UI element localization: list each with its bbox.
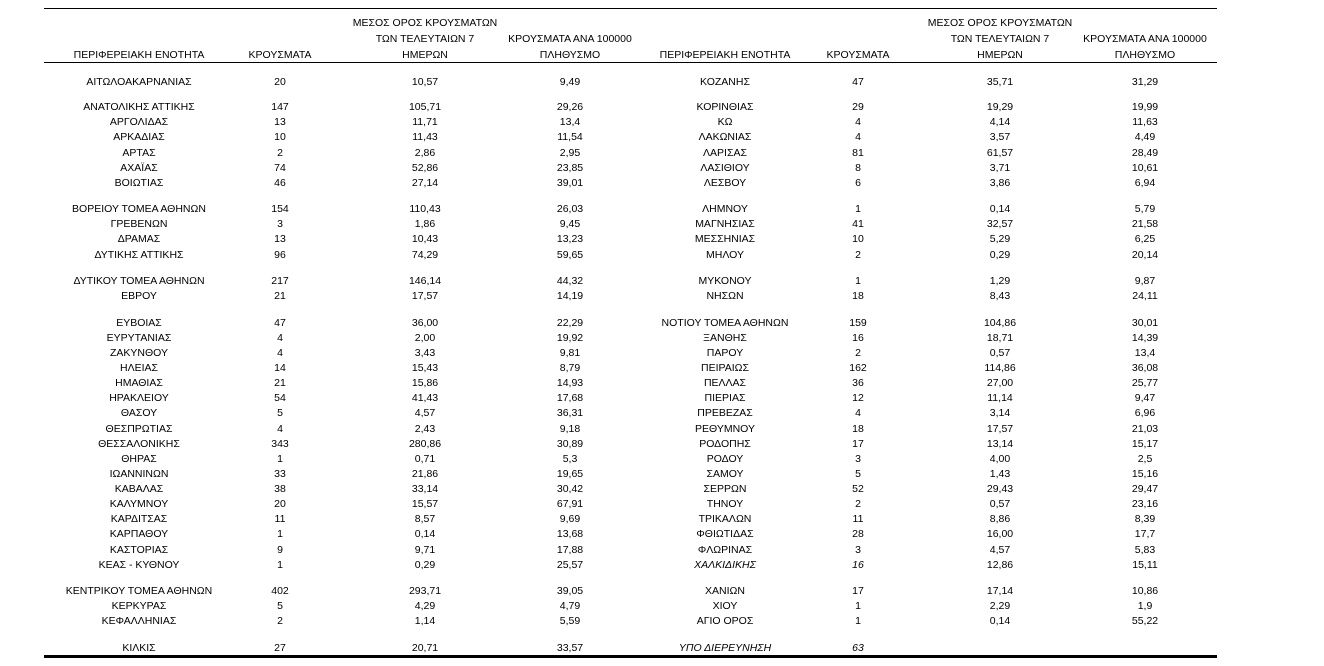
left-row-cases-per-100k: 36,31 xyxy=(556,407,584,419)
left-row-region-name: ΚΑΛΥΜΝΟΥ xyxy=(109,498,169,510)
left-row-cases-per-100k: 14,93 xyxy=(556,377,584,389)
left-row-region-name: ΚΑΡΠΑΘΟΥ xyxy=(109,528,169,540)
header-cases-right: ΚΡΟΥΣΜΑΤΑ xyxy=(826,49,890,61)
right-row-region-name: ΠΕΙΡΑΙΩΣ xyxy=(701,362,749,374)
right-row-avg-7-days: 18,71 xyxy=(986,332,1014,344)
right-row-cases-per-100k: 6,25 xyxy=(1134,233,1156,245)
left-row-cases: 33 xyxy=(274,468,286,480)
left-row-cases: 74 xyxy=(274,162,286,174)
right-row-region-name: ΤΡΙΚΑΛΩΝ xyxy=(698,513,752,525)
left-row-region-name: ΚΑΒΑΛΑΣ xyxy=(114,483,164,495)
left-row-cases-per-100k: 29,26 xyxy=(556,101,584,113)
right-row-avg-7-days: 4,00 xyxy=(989,453,1011,465)
right-row-region-name: ΝΟΤΙΟΥ ΤΟΜΕΑ ΑΘΗΝΩΝ xyxy=(661,317,789,329)
right-row-avg-7-days: 0,57 xyxy=(989,347,1011,359)
left-row-cases: 217 xyxy=(271,275,289,287)
right-row-region-name: ΦΛΩΡΙΝΑΣ xyxy=(697,544,753,556)
right-row-cases-per-100k: 20,14 xyxy=(1131,249,1159,261)
left-row-cases-per-100k: 39,01 xyxy=(556,177,584,189)
left-row-avg-7-days: 1,14 xyxy=(414,615,436,627)
left-row-avg-7-days: 110,43 xyxy=(409,203,441,215)
header-avg-left xyxy=(350,17,500,62)
right-row-cases-per-100k: 21,03 xyxy=(1131,423,1159,435)
left-row-region-name: ΒΟΡΕΙΟΥ ΤΟΜΕΑ ΑΘΗΝΩΝ xyxy=(72,203,206,215)
right-row-region-name: ΧΙΟΥ xyxy=(712,600,738,612)
left-row-cases: 13 xyxy=(274,116,286,128)
left-row-cases: 2 xyxy=(277,147,283,159)
left-row-cases-per-100k: 9,45 xyxy=(559,218,581,230)
left-row-cases: 402 xyxy=(271,585,289,597)
right-row-avg-7-days: 3,57 xyxy=(989,131,1011,143)
right-row-cases: 10 xyxy=(852,233,864,245)
left-row-cases-per-100k: 67,91 xyxy=(556,498,584,510)
left-row-avg-7-days: 11,43 xyxy=(412,131,438,143)
left-row-cases-per-100k: 4,79 xyxy=(559,600,581,612)
left-row-cases: 154 xyxy=(271,203,289,215)
left-row-region-name: ΒΟΙΩΤΙΑΣ xyxy=(114,177,164,189)
left-row-cases: 20 xyxy=(274,498,286,510)
right-row-cases-per-100k: 29,47 xyxy=(1131,483,1159,495)
right-row-cases: 29 xyxy=(852,101,864,113)
right-row-cases: 52 xyxy=(852,483,864,495)
left-row-region-name: ΑΧΑΪΑΣ xyxy=(120,162,158,174)
left-row-region-name: ΕΥΡΥΤΑΝΙΑΣ xyxy=(106,332,172,344)
left-row-region-name: ΔΥΤΙΚΟΥ ΤΟΜΕΑ ΑΘΗΝΩΝ xyxy=(73,275,205,287)
right-row-cases: 1 xyxy=(855,275,861,287)
left-row-avg-7-days: 10,43 xyxy=(411,233,439,245)
left-row-cases: 11 xyxy=(274,513,286,525)
header-per-line1: ΚΡΟΥΣΜΑΤΑ ΑΝΑ 100000 xyxy=(1083,33,1207,45)
left-row-cases-per-100k: 17,88 xyxy=(556,544,584,556)
header-region-left: ΠΕΡΙΦΕΡΕΙΑΚΗ ΕΝΟΤΗΤΑ xyxy=(73,49,205,61)
header-avg-line3: ΗΜΕΡΩΝ xyxy=(402,49,448,61)
right-row-cases-per-100k: 9,87 xyxy=(1134,275,1156,287)
left-row-cases-per-100k: 9,81 xyxy=(559,347,581,359)
right-row-avg-7-days: 4,14 xyxy=(989,116,1011,128)
left-row-avg-7-days: 4,57 xyxy=(414,407,436,419)
right-row-region-name: ΤΗΝΟΥ xyxy=(706,498,744,510)
right-row-cases-per-100k: 15,11 xyxy=(1132,559,1158,571)
left-row-region-name: ΚΕΦΑΛΛΗΝΙΑΣ xyxy=(101,615,177,627)
right-row-avg-7-days: 13,14 xyxy=(986,438,1014,450)
right-row-cases-per-100k: 6,96 xyxy=(1134,407,1156,419)
left-row-region-name: ΕΥΒΟΙΑΣ xyxy=(116,317,162,329)
right-row-cases-per-100k: 21,58 xyxy=(1131,218,1159,230)
right-row-region-name: ΜΑΓΝΗΣΙΑΣ xyxy=(695,218,755,230)
left-row-avg-7-days: 27,14 xyxy=(411,177,439,189)
header-avg-line1: ΜΕΣΟΣ ΟΡΟΣ ΚΡΟΥΣΜΑΤΩΝ xyxy=(927,17,1073,29)
header-per100k-left xyxy=(505,33,635,62)
header-rule xyxy=(44,62,1217,63)
right-row-region-name: ΚΟΖΑΝΗΣ xyxy=(700,76,750,88)
right-row-avg-7-days: 1,43 xyxy=(989,468,1011,480)
right-row-avg-7-days: 3,14 xyxy=(989,407,1011,419)
right-row-avg-7-days: 3,71 xyxy=(989,162,1011,174)
header-avg-line3: ΗΜΕΡΩΝ xyxy=(977,49,1023,61)
left-row-cases: 13 xyxy=(274,233,286,245)
right-row-cases: 162 xyxy=(849,362,867,374)
right-row-region-name: ΛΕΣΒΟΥ xyxy=(703,177,747,189)
left-row-avg-7-days: 17,57 xyxy=(411,290,439,302)
right-row-cases-per-100k: 13,4 xyxy=(1134,347,1156,359)
right-row-cases: 159 xyxy=(849,317,867,329)
right-row-cases-per-100k: 4,49 xyxy=(1134,131,1156,143)
left-row-cases-per-100k: 17,68 xyxy=(556,392,584,404)
left-row-cases-per-100k: 8,79 xyxy=(559,362,581,374)
right-row-region-name: ΠΙΕΡΙΑΣ xyxy=(704,392,746,404)
right-row-region-name: ΥΠΟ ΔΙΕΡΕΥΝΗΣΗ xyxy=(678,642,772,654)
left-row-region-name: ΘΕΣΣΑΛΟΝΙΚΗΣ xyxy=(98,438,180,450)
right-row-region-name: ΠΕΛΛΑΣ xyxy=(703,377,747,389)
left-row-region-name: ΑΡΚΑΔΙΑΣ xyxy=(113,131,165,143)
left-row-avg-7-days: 10,57 xyxy=(411,76,439,88)
left-row-region-name: ΚΙΛΚΙΣ xyxy=(122,642,156,654)
left-row-region-name: ΚΑΣΤΟΡΙΑΣ xyxy=(109,544,169,556)
right-row-region-name: ΚΟΡΙΝΘΙΑΣ xyxy=(696,101,754,113)
left-row-cases: 3 xyxy=(277,218,283,230)
right-row-region-name: ΡΟΔΟΠΗΣ xyxy=(699,438,751,450)
right-row-region-name: ΑΓΙΟ ΟΡΟΣ xyxy=(696,615,754,627)
left-row-avg-7-days: 105,71 xyxy=(408,101,442,113)
right-row-cases: 16 xyxy=(852,559,864,571)
left-row-region-name: ΔΥΤΙΚΗΣ ΑΤΤΙΚΗΣ xyxy=(94,249,184,261)
header-avg-line2: ΤΩΝ ΤΕΛΕΥΤΑΙΩΝ 7 xyxy=(375,33,475,45)
left-row-cases: 5 xyxy=(277,407,283,419)
right-row-region-name: ΞΑΝΘΗΣ xyxy=(703,332,747,344)
left-row-cases-per-100k: 33,57 xyxy=(556,642,584,654)
left-row-cases-per-100k: 13,4 xyxy=(559,116,581,128)
right-row-cases: 2 xyxy=(855,498,861,510)
right-row-avg-7-days: 114,86 xyxy=(984,362,1016,374)
right-row-cases: 8 xyxy=(855,162,861,174)
left-row-avg-7-days: 21,86 xyxy=(411,468,439,480)
left-row-cases-per-100k: 26,03 xyxy=(556,203,584,215)
right-row-cases: 17 xyxy=(852,585,864,597)
right-row-cases: 17 xyxy=(852,438,864,450)
left-row-avg-7-days: 0,14 xyxy=(414,528,436,540)
right-row-avg-7-days: 4,57 xyxy=(989,544,1011,556)
left-row-cases-per-100k: 9,49 xyxy=(559,76,581,88)
left-row-cases: 147 xyxy=(271,101,289,113)
left-row-cases-per-100k: 23,85 xyxy=(556,162,584,174)
left-row-avg-7-days: 146,14 xyxy=(408,275,442,287)
right-row-cases: 4 xyxy=(855,407,861,419)
right-row-cases-per-100k: 15,16 xyxy=(1131,468,1159,480)
left-row-region-name: ΚΕΝΤΡΙΚΟΥ ΤΟΜΕΑ ΑΘΗΝΩΝ xyxy=(65,585,213,597)
right-row-cases-per-100k: 11,63 xyxy=(1132,116,1158,128)
right-row-region-name: ΜΗΛΟΥ xyxy=(706,249,744,261)
right-row-region-name: ΦΘΙΩΤΙΔΑΣ xyxy=(696,528,754,540)
left-row-avg-7-days: 15,43 xyxy=(411,362,439,374)
header-per-line2: ΠΛΗΘΥΣΜΟ xyxy=(539,49,601,61)
left-row-cases: 46 xyxy=(274,177,286,189)
right-row-avg-7-days: 12,86 xyxy=(986,559,1014,571)
left-row-avg-7-days: 2,00 xyxy=(414,332,436,344)
right-row-cases: 6 xyxy=(855,177,861,189)
right-row-avg-7-days: 17,57 xyxy=(986,423,1014,435)
left-row-region-name: ΙΩΑΝΝΙΝΩΝ xyxy=(109,468,169,480)
left-row-cases-per-100k: 13,68 xyxy=(556,528,584,540)
right-row-region-name: ΠΑΡΟΥ xyxy=(706,347,744,359)
right-row-region-name: ΣΕΡΡΩΝ xyxy=(703,483,747,495)
left-row-avg-7-days: 2,86 xyxy=(414,147,436,159)
header-avg-line2: ΤΩΝ ΤΕΛΕΥΤΑΙΩΝ 7 xyxy=(950,33,1050,45)
left-row-cases: 21 xyxy=(274,377,286,389)
right-row-cases-per-100k: 55,22 xyxy=(1131,615,1159,627)
right-row-avg-7-days: 11,14 xyxy=(987,392,1013,404)
left-row-region-name: ΑΡΤΑΣ xyxy=(122,147,156,159)
left-row-cases: 14 xyxy=(274,362,286,374)
right-row-cases: 2 xyxy=(855,347,861,359)
left-row-avg-7-days: 4,29 xyxy=(414,600,436,612)
right-row-region-name: ΠΡΕΒΕΖΑΣ xyxy=(697,407,753,419)
right-row-avg-7-days: 35,71 xyxy=(986,76,1014,88)
left-row-cases-per-100k: 44,32 xyxy=(556,275,584,287)
left-row-cases: 4 xyxy=(277,332,283,344)
left-row-region-name: ΑΙΤΩΛΟΑΚΑΡΝΑΝΙΑΣ xyxy=(86,76,192,88)
right-row-region-name: ΜΕΣΣΗΝΙΑΣ xyxy=(694,233,756,245)
right-row-avg-7-days: 0,57 xyxy=(989,498,1011,510)
right-row-cases: 36 xyxy=(852,377,864,389)
header-per100k-right xyxy=(1075,33,1215,62)
right-row-avg-7-days: 16,00 xyxy=(986,528,1014,540)
left-row-cases: 4 xyxy=(277,423,283,435)
left-row-cases-per-100k: 5,3 xyxy=(562,453,578,465)
right-row-avg-7-days: 2,29 xyxy=(989,600,1011,612)
right-row-region-name: ΧΑΛΚΙΔΙΚΗΣ xyxy=(694,559,756,571)
right-row-cases-per-100k: 23,16 xyxy=(1131,498,1159,510)
right-row-avg-7-days: 5,29 xyxy=(989,233,1011,245)
left-row-region-name: ΕΒΡΟΥ xyxy=(121,290,157,302)
right-row-region-name: ΚΩ xyxy=(717,116,733,128)
right-row-avg-7-days: 8,86 xyxy=(989,513,1011,525)
left-row-avg-7-days: 0,29 xyxy=(414,559,436,571)
left-row-region-name: ΘΑΣΟΥ xyxy=(120,407,158,419)
bottom-rule xyxy=(44,655,1217,658)
right-row-cases: 1 xyxy=(855,615,861,627)
left-row-avg-7-days: 20,71 xyxy=(411,642,439,654)
right-row-cases: 16 xyxy=(852,332,864,344)
left-row-cases-per-100k: 13,23 xyxy=(556,233,584,245)
right-row-avg-7-days: 29,43 xyxy=(986,483,1014,495)
right-row-avg-7-days: 27,00 xyxy=(986,377,1014,389)
left-row-cases: 1 xyxy=(277,559,283,571)
left-row-cases-per-100k: 30,42 xyxy=(556,483,584,495)
left-row-avg-7-days: 15,86 xyxy=(411,377,439,389)
right-row-region-name: ΜΥΚΟΝΟΥ xyxy=(698,275,752,287)
left-row-cases: 343 xyxy=(271,438,289,450)
left-row-avg-7-days: 52,86 xyxy=(411,162,439,174)
left-row-cases-per-100k: 39,05 xyxy=(556,585,584,597)
left-row-avg-7-days: 11,71 xyxy=(412,116,438,128)
left-row-cases: 5 xyxy=(277,600,283,612)
right-row-cases-per-100k: 2,5 xyxy=(1137,453,1153,465)
right-row-avg-7-days: 0,14 xyxy=(989,203,1011,215)
left-row-avg-7-days: 0,71 xyxy=(414,453,436,465)
right-row-cases-per-100k: 36,08 xyxy=(1131,362,1159,374)
right-row-cases-per-100k: 8,39 xyxy=(1134,513,1156,525)
right-row-avg-7-days: 19,29 xyxy=(986,101,1014,113)
right-row-cases-per-100k: 10,86 xyxy=(1131,585,1159,597)
header-per-line2: ΠΛΗΘΥΣΜΟ xyxy=(1114,49,1176,61)
right-row-cases: 1 xyxy=(855,600,861,612)
header-avg-line1: ΜΕΣΟΣ ΟΡΟΣ ΚΡΟΥΣΜΑΤΩΝ xyxy=(352,17,498,29)
left-row-avg-7-days: 41,43 xyxy=(411,392,439,404)
left-row-avg-7-days: 293,71 xyxy=(408,585,442,597)
left-row-cases: 96 xyxy=(274,249,286,261)
right-row-cases-per-100k: 19,99 xyxy=(1131,101,1159,113)
right-row-cases: 12 xyxy=(852,392,864,404)
right-row-cases: 1 xyxy=(855,203,861,215)
left-row-avg-7-days: 74,29 xyxy=(411,249,439,261)
left-row-avg-7-days: 280,86 xyxy=(408,438,442,450)
left-row-avg-7-days: 33,14 xyxy=(411,483,439,495)
right-row-avg-7-days: 0,14 xyxy=(989,615,1011,627)
left-row-region-name: ΘΗΡΑΣ xyxy=(121,453,157,465)
right-row-region-name: ΛΗΜΝΟΥ xyxy=(702,203,748,215)
left-row-cases-per-100k: 22,29 xyxy=(556,317,584,329)
header-avg-right xyxy=(925,17,1075,62)
left-row-cases-per-100k: 25,57 xyxy=(556,559,584,571)
right-row-avg-7-days: 3,86 xyxy=(989,177,1011,189)
left-row-region-name: ΗΜΑΘΙΑΣ xyxy=(115,377,163,389)
right-row-cases-per-100k: 5,83 xyxy=(1134,544,1156,556)
right-row-avg-7-days: 104,86 xyxy=(983,317,1017,329)
right-row-avg-7-days: 32,57 xyxy=(986,218,1014,230)
right-row-avg-7-days: 0,29 xyxy=(989,249,1011,261)
right-row-region-name: ΝΗΣΩΝ xyxy=(706,290,744,302)
right-row-cases-per-100k: 14,39 xyxy=(1131,332,1159,344)
left-row-cases: 1 xyxy=(277,528,283,540)
left-row-cases: 10 xyxy=(274,131,286,143)
left-row-region-name: ΘΕΣΠΡΩΤΙΑΣ xyxy=(105,423,173,435)
left-row-region-name: ΑΡΓΟΛΙΔΑΣ xyxy=(109,116,169,128)
left-row-region-name: ΚΕΑΣ - ΚΥΘΝΟΥ xyxy=(98,559,180,571)
right-row-avg-7-days: 1,29 xyxy=(989,275,1011,287)
right-row-cases: 81 xyxy=(852,147,864,159)
header-per-line1: ΚΡΟΥΣΜΑΤΑ ΑΝΑ 100000 xyxy=(508,33,632,45)
right-row-cases-per-100k: 24,11 xyxy=(1132,290,1158,302)
left-row-region-name: ΓΡΕΒΕΝΩΝ xyxy=(110,218,168,230)
left-row-cases: 27 xyxy=(274,642,286,654)
left-row-cases-per-100k: 19,65 xyxy=(556,468,584,480)
right-row-cases-per-100k: 30,01 xyxy=(1131,317,1159,329)
right-row-cases-per-100k: 9,47 xyxy=(1134,392,1156,404)
left-row-avg-7-days: 3,43 xyxy=(414,347,436,359)
right-row-cases-per-100k: 31,29 xyxy=(1131,76,1159,88)
right-row-cases: 11 xyxy=(852,513,864,525)
right-row-cases-per-100k: 1,9 xyxy=(1137,600,1153,612)
left-row-cases-per-100k: 9,18 xyxy=(559,423,581,435)
right-row-region-name: ΛΑΣΙΘΙΟΥ xyxy=(700,162,750,174)
header-cases-left: ΚΡΟΥΣΜΑΤΑ xyxy=(248,49,312,61)
header-region-right: ΠΕΡΙΦΕΡΕΙΑΚΗ ΕΝΟΤΗΤΑ xyxy=(659,49,791,61)
left-row-cases: 47 xyxy=(274,317,286,329)
left-row-avg-7-days: 9,71 xyxy=(414,544,436,556)
left-row-cases: 20 xyxy=(274,76,286,88)
left-row-avg-7-days: 2,43 xyxy=(414,423,436,435)
left-row-cases: 54 xyxy=(274,392,286,404)
right-row-cases-per-100k: 25,77 xyxy=(1131,377,1159,389)
left-row-cases-per-100k: 14,19 xyxy=(556,290,584,302)
left-row-cases: 38 xyxy=(274,483,286,495)
right-row-cases: 2 xyxy=(855,249,861,261)
right-row-region-name: ΡΕΘΥΜΝΟΥ xyxy=(694,423,755,435)
right-row-cases: 18 xyxy=(852,423,864,435)
right-row-cases: 4 xyxy=(855,116,861,128)
right-row-cases: 47 xyxy=(852,76,864,88)
top-rule xyxy=(44,8,1217,9)
right-row-cases-per-100k: 15,17 xyxy=(1131,438,1159,450)
left-row-cases-per-100k: 30,89 xyxy=(556,438,584,450)
right-row-region-name: ΛΑΡΙΣΑΣ xyxy=(703,147,747,159)
right-row-region-name: ΛΑΚΩΝΙΑΣ xyxy=(698,131,752,143)
right-row-cases: 3 xyxy=(855,544,861,556)
left-row-region-name: ΗΡΑΚΛΕΙΟΥ xyxy=(109,392,169,404)
left-row-cases-per-100k: 59,65 xyxy=(556,249,584,261)
left-row-region-name: ΚΑΡΔΙΤΣΑΣ xyxy=(110,513,168,525)
right-row-region-name: ΣΑΜΟΥ xyxy=(706,468,744,480)
left-row-cases-per-100k: 11,54 xyxy=(557,131,583,143)
right-row-region-name: ΡΟΔΟΥ xyxy=(706,453,744,465)
left-row-cases-per-100k: 9,69 xyxy=(559,513,581,525)
left-row-avg-7-days: 1,86 xyxy=(414,218,436,230)
right-row-cases: 3 xyxy=(855,453,861,465)
right-row-cases-per-100k: 17,7 xyxy=(1134,528,1156,540)
left-row-region-name: ΗΛΕΙΑΣ xyxy=(119,362,158,374)
left-row-region-name: ΑΝΑΤΟΛΙΚΗΣ ΑΤΤΙΚΗΣ xyxy=(83,101,195,113)
right-row-cases-per-100k: 5,79 xyxy=(1134,203,1156,215)
left-row-cases: 2 xyxy=(277,615,283,627)
left-row-region-name: ΚΕΡΚΥΡΑΣ xyxy=(111,600,167,612)
left-row-avg-7-days: 15,57 xyxy=(411,498,439,510)
right-row-cases: 18 xyxy=(852,290,864,302)
left-row-cases: 21 xyxy=(274,290,286,302)
right-row-cases: 28 xyxy=(852,528,864,540)
left-row-avg-7-days: 36,00 xyxy=(411,317,439,329)
right-row-cases-per-100k: 10,61 xyxy=(1131,162,1159,174)
right-row-cases: 41 xyxy=(852,218,864,230)
right-row-cases: 63 xyxy=(852,642,864,654)
left-row-cases-per-100k: 19,92 xyxy=(556,332,584,344)
left-row-cases: 4 xyxy=(277,347,283,359)
left-row-cases-per-100k: 5,59 xyxy=(559,615,581,627)
right-row-avg-7-days: 8,43 xyxy=(989,290,1011,302)
left-row-region-name: ΔΡΑΜΑΣ xyxy=(117,233,161,245)
left-row-region-name: ΖΑΚΥΝΘΟΥ xyxy=(109,347,168,359)
left-row-cases-per-100k: 2,95 xyxy=(559,147,581,159)
right-row-cases-per-100k: 6,94 xyxy=(1134,177,1156,189)
left-row-cases: 1 xyxy=(277,453,283,465)
left-row-avg-7-days: 8,57 xyxy=(414,513,436,525)
left-row-cases: 9 xyxy=(277,544,283,556)
right-row-avg-7-days: 17,14 xyxy=(986,585,1014,597)
right-row-avg-7-days: 61,57 xyxy=(986,147,1014,159)
right-row-cases: 5 xyxy=(855,468,861,480)
right-row-region-name: ΧΑΝΙΩΝ xyxy=(705,585,745,597)
right-row-cases-per-100k: 28,49 xyxy=(1131,147,1159,159)
right-row-cases: 4 xyxy=(855,131,861,143)
